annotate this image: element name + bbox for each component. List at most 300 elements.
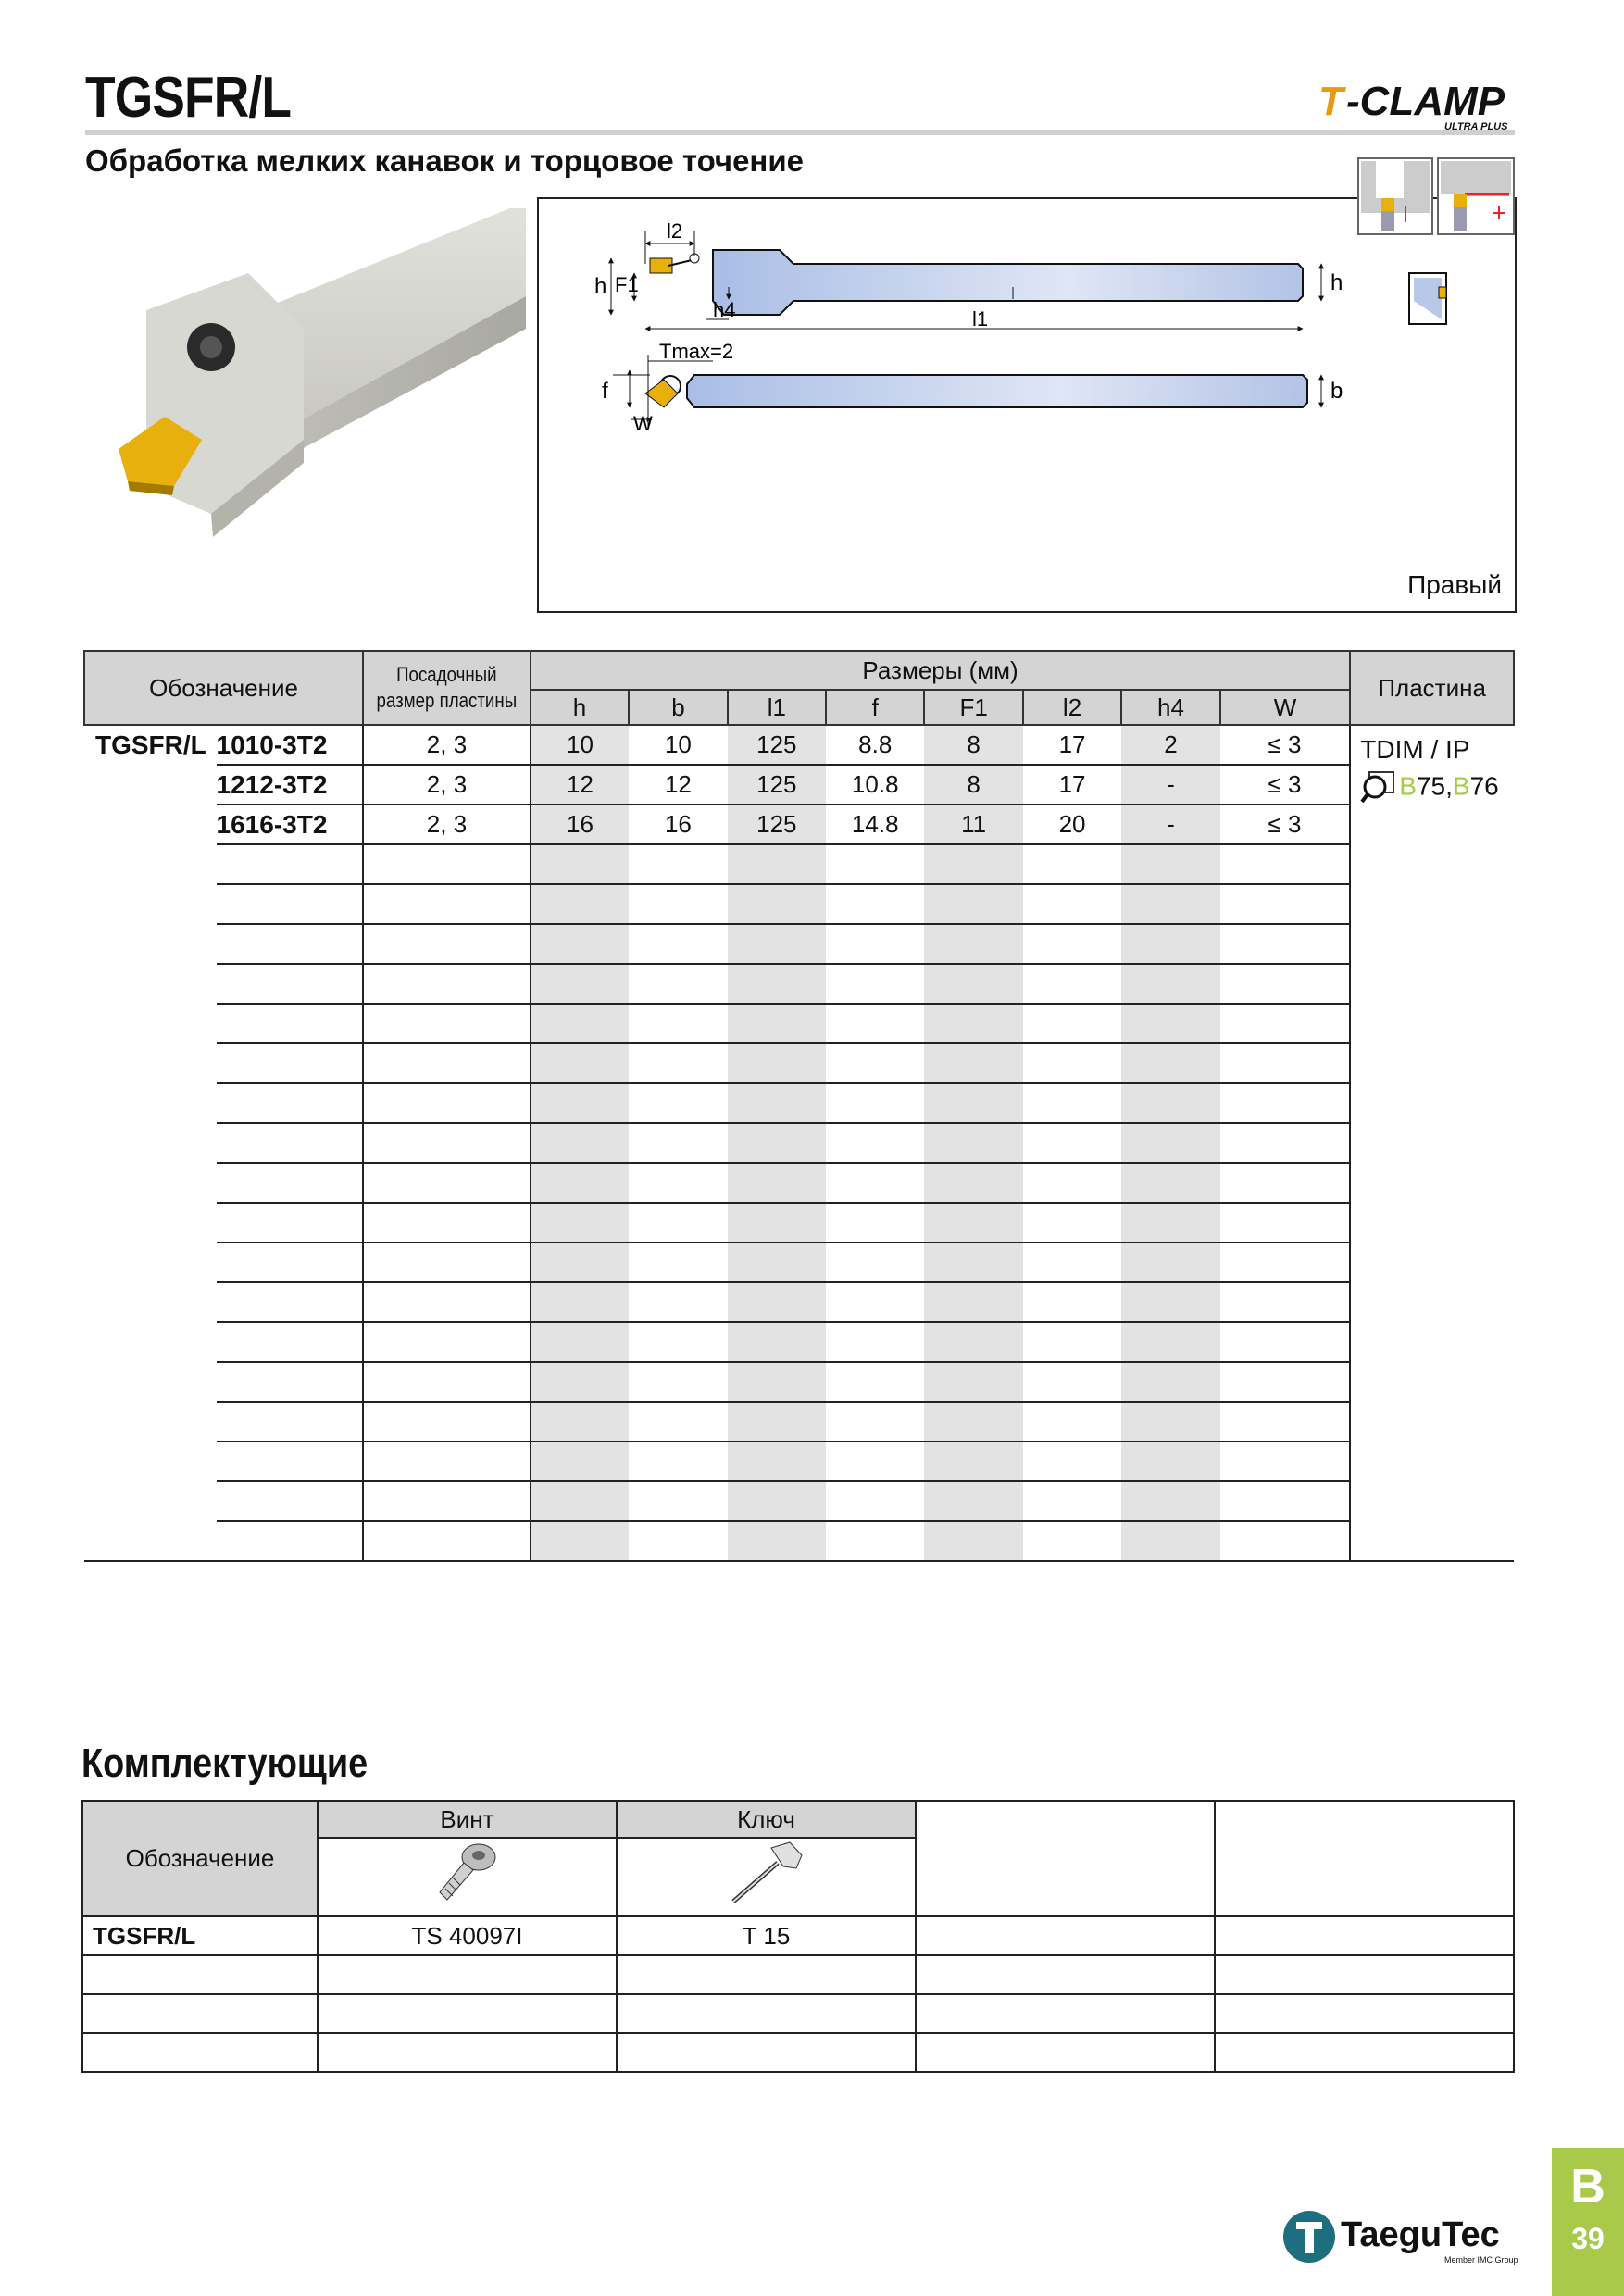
dim-f1-cell	[924, 1043, 1022, 1083]
row-code: 1212-3T2	[217, 765, 364, 805]
dim-w-cell	[1220, 1163, 1351, 1203]
dim-h-cell	[531, 1441, 629, 1481]
taegutec-logo-text: TaeguTec	[1341, 2215, 1500, 2254]
dim-b-cell	[629, 1043, 727, 1083]
row-seat: 2, 3	[363, 725, 531, 765]
row-code	[217, 884, 364, 924]
table-row	[84, 844, 1514, 884]
dim-l2-cell	[1023, 1481, 1121, 1521]
dim-h-cell	[531, 1322, 629, 1362]
table-row	[84, 1322, 1514, 1362]
dim-h-cell	[531, 1123, 629, 1163]
dim-h-cell	[531, 1282, 629, 1322]
dim-h-cell: 12	[531, 765, 629, 805]
dim-w-label: W	[633, 412, 653, 435]
screw-image-cell	[318, 1838, 617, 1916]
dim-f-cell	[826, 884, 924, 924]
dim-f-cell	[826, 1242, 924, 1282]
dim-col-header: l2	[1023, 690, 1121, 725]
table-row	[84, 1123, 1514, 1163]
dim-f-cell	[826, 1322, 924, 1362]
acc-key-cell	[617, 1994, 916, 2033]
dim-b-cell	[629, 1123, 727, 1163]
row-code	[217, 1402, 364, 1441]
row-seat	[363, 1362, 531, 1402]
page-number: 39	[1571, 2222, 1605, 2255]
dim-f-cell	[826, 924, 924, 964]
row-code	[217, 1322, 364, 1362]
row-code	[217, 964, 364, 1004]
row-family: TGSFR/L	[95, 730, 206, 759]
dim-h4-cell	[1121, 1083, 1219, 1123]
grooving-turning-icon	[1437, 157, 1515, 235]
dim-l2-cell	[1023, 1322, 1121, 1362]
col-insert-header: Пластина	[1350, 651, 1514, 725]
row-family	[84, 765, 217, 805]
row-code	[217, 1083, 364, 1123]
key-image-cell	[617, 1838, 916, 1916]
dim-h4-cell	[1121, 1521, 1219, 1561]
dim-l2-cell	[1023, 1043, 1121, 1083]
acc-empty-cell	[916, 2033, 1215, 2072]
dim-f-cell	[826, 1043, 924, 1083]
dim-h-cell	[531, 1521, 629, 1561]
dim-w-cell	[1220, 924, 1351, 964]
dim-h-cell	[531, 1163, 629, 1203]
dim-h4-cell	[1121, 1203, 1219, 1242]
acc-empty-header-1	[916, 1801, 1215, 1916]
row-code	[217, 1163, 364, 1203]
dim-w-cell	[1220, 1242, 1351, 1282]
dim-w-cell	[1220, 1402, 1351, 1441]
dim-h4-cell	[1121, 924, 1219, 964]
acc-designation-header: Обозначение	[82, 1801, 318, 1916]
dim-f1-cell	[924, 1203, 1022, 1242]
dim-w-cell: ≤ 3	[1220, 805, 1351, 844]
acc-row	[82, 1955, 1514, 1994]
ref-b75-letter[interactable]: B	[1399, 771, 1417, 801]
row-seat	[363, 1282, 531, 1322]
dim-w-cell	[1220, 1083, 1351, 1123]
dim-l2-cell: 17	[1023, 765, 1121, 805]
dim-l2-cell	[1023, 1282, 1121, 1322]
dim-l1-cell: 125	[728, 765, 826, 805]
dim-h4-cell	[1121, 1402, 1219, 1441]
dim-l2-cell	[1023, 1004, 1121, 1043]
ref-b76-number[interactable]: 76	[1469, 771, 1499, 801]
dim-f-cell	[826, 1163, 924, 1203]
dim-col-header: W	[1220, 690, 1351, 725]
table-row	[84, 1163, 1514, 1203]
face-grooving-icon	[1357, 157, 1433, 235]
dim-f1-cell	[924, 1004, 1022, 1043]
row-family	[84, 1242, 217, 1282]
row-seat	[363, 1123, 531, 1163]
dim-w-cell	[1220, 1004, 1351, 1043]
dim-h-cell: 10	[531, 725, 629, 765]
row-family	[84, 1163, 217, 1203]
dim-b-cell: 12	[629, 765, 727, 805]
row-family	[84, 1441, 217, 1481]
dim-h4-cell	[1121, 1242, 1219, 1282]
dim-col-header: f	[826, 690, 924, 725]
dim-l2-cell	[1023, 1123, 1121, 1163]
acc-key-cell	[617, 2033, 916, 2072]
seat-header-line1: Посадочный	[396, 663, 497, 686]
dim-f-cell	[826, 1441, 924, 1481]
row-family	[84, 1123, 217, 1163]
dim-f1-cell	[924, 1322, 1022, 1362]
dim-l2-cell	[1023, 844, 1121, 884]
dim-h4-cell	[1121, 1163, 1219, 1203]
insert-info-cell	[1350, 725, 1514, 1561]
dim-l1-cell	[728, 1163, 826, 1203]
dim-w-cell	[1220, 1481, 1351, 1521]
taegutec-logo-sub: Member IMC Group	[1444, 2255, 1518, 2265]
dim-h4-cell	[1121, 1282, 1219, 1322]
row-code	[217, 844, 364, 884]
dim-col-header: h4	[1121, 690, 1219, 725]
section-tab	[1552, 2148, 1624, 2296]
row-family	[84, 924, 217, 964]
acc-empty-cell	[1215, 1955, 1514, 1994]
dim-l1-cell	[728, 1203, 826, 1242]
dim-h-cell	[531, 884, 629, 924]
row-family	[84, 844, 217, 884]
dim-h4-cell	[1121, 884, 1219, 924]
dim-l2-cell	[1023, 1402, 1121, 1441]
row-family	[84, 1362, 217, 1402]
dim-f-label: f	[602, 379, 608, 404]
row-family	[84, 1282, 217, 1322]
dim-f-cell: 8.8	[826, 725, 924, 765]
dim-col-header: F1	[924, 690, 1022, 725]
page-title: TGSFR/L	[85, 66, 292, 130]
seat-header-line2: размер пластины	[376, 689, 518, 712]
dim-f-cell	[826, 1402, 924, 1441]
table-row	[84, 1203, 1514, 1242]
dim-f-cell	[826, 844, 924, 884]
dim-b-cell	[629, 884, 727, 924]
dim-f-cell	[826, 1123, 924, 1163]
row-family	[84, 1322, 217, 1362]
acc-empty-cell	[1215, 2033, 1514, 2072]
dim-b-cell	[629, 1203, 727, 1242]
dim-f1-label: F1	[615, 273, 639, 296]
dim-w-cell	[1220, 884, 1351, 924]
dim-w-cell	[1220, 1203, 1351, 1242]
table-row	[84, 1282, 1514, 1322]
acc-empty-cell	[916, 1994, 1215, 2033]
dim-h4-cell	[1121, 1123, 1219, 1163]
dim-h4-cell: 2	[1121, 725, 1219, 765]
dim-f-cell	[826, 1282, 924, 1322]
dim-h-label: h	[594, 274, 607, 299]
dim-h-cell	[531, 1481, 629, 1521]
dim-h-cell	[531, 1203, 629, 1242]
t-clamp-logo	[1315, 74, 1520, 133]
insert-refs	[1360, 770, 1514, 805]
dim-f-cell	[826, 1004, 924, 1043]
dim-f1-cell: 8	[924, 725, 1022, 765]
acc-screw-cell	[318, 2033, 617, 2072]
acc-designation-cell	[82, 1955, 318, 1994]
accessories-table	[81, 1800, 1515, 2073]
row-family	[84, 1402, 217, 1441]
dim-f1-cell	[924, 1481, 1022, 1521]
dim-f1-cell	[924, 1083, 1022, 1123]
row-seat	[363, 1481, 531, 1521]
dim-l2-cell	[1023, 1242, 1121, 1282]
drawing-svg	[539, 199, 1515, 611]
dim-l1-cell: 125	[728, 725, 826, 765]
dim-f-cell: 14.8	[826, 805, 924, 844]
dim-h4-cell	[1121, 1362, 1219, 1402]
dim-f1-cell	[924, 1521, 1022, 1561]
acc-screw-cell: TS 40097I	[318, 1916, 617, 1955]
dim-l2-cell: 20	[1023, 805, 1121, 844]
dim-l1-cell	[728, 1481, 826, 1521]
dim-h4-cell	[1121, 1441, 1219, 1481]
t-clamp-logo-t: T	[1318, 79, 1343, 124]
dim-f-cell	[826, 1083, 924, 1123]
row-seat	[363, 844, 531, 884]
table-row	[84, 1521, 1514, 1561]
row-seat	[363, 1322, 531, 1362]
dim-f1-cell	[924, 1163, 1022, 1203]
dim-l1-cell	[728, 1123, 826, 1163]
dim-f-cell	[826, 1203, 924, 1242]
row-family	[84, 884, 217, 924]
dim-l1-cell	[728, 1004, 826, 1043]
dim-f1-cell: 11	[924, 805, 1022, 844]
row-code	[217, 1481, 364, 1521]
acc-key-cell	[617, 1955, 916, 1994]
acc-empty-cell	[1215, 1916, 1514, 1955]
dim-h-cell	[531, 964, 629, 1004]
dim-b-cell	[629, 844, 727, 884]
dim-h4-cell	[1121, 1004, 1219, 1043]
row-seat	[363, 1163, 531, 1203]
row-seat	[363, 1441, 531, 1481]
row-family	[84, 1083, 217, 1123]
dim-w-cell	[1220, 844, 1351, 884]
dim-w-cell	[1220, 1521, 1351, 1561]
key-icon	[720, 1839, 813, 1909]
dim-l2-cell: 17	[1023, 725, 1121, 765]
dim-l1-cell	[728, 1282, 826, 1322]
dim-w-cell	[1220, 1362, 1351, 1402]
dim-h4-cell	[1121, 964, 1219, 1004]
t-clamp-logo-sub: ULTRA PLUS	[1444, 121, 1508, 132]
dim-l1-cell	[728, 1402, 826, 1441]
dim-l2-cell	[1023, 1163, 1121, 1203]
dim-l2-cell	[1023, 1083, 1121, 1123]
row-family	[84, 1481, 217, 1521]
dim-h4-cell	[1121, 1322, 1219, 1362]
row-code	[217, 1043, 364, 1083]
dim-h-cell	[531, 1043, 629, 1083]
dim-w-cell	[1220, 1322, 1351, 1362]
dim-w-cell	[1220, 1282, 1351, 1322]
accessories-body	[82, 1916, 1514, 2072]
row-code	[217, 1282, 364, 1322]
acc-row	[82, 1916, 1514, 1955]
dim-l1-cell	[728, 924, 826, 964]
dim-l1-cell	[728, 1043, 826, 1083]
table-row	[84, 1043, 1514, 1083]
dim-l2-cell	[1023, 884, 1121, 924]
acc-screw-cell	[318, 1955, 617, 1994]
dim-l1-label: l1	[972, 307, 989, 331]
t-clamp-logo-clamp: -CLAMP	[1346, 79, 1505, 124]
dim-b-cell	[629, 1163, 727, 1203]
row-seat	[363, 964, 531, 1004]
row-family	[84, 805, 217, 844]
dim-l1-cell	[728, 884, 826, 924]
row-seat: 2, 3	[363, 805, 531, 844]
ref-b75-number[interactable]: 75	[1416, 771, 1446, 801]
dim-l1-cell	[728, 1322, 826, 1362]
dim-b-cell	[629, 1362, 727, 1402]
dim-f1-cell	[924, 1402, 1022, 1441]
dim-w-cell: ≤ 3	[1220, 725, 1351, 765]
table-row	[84, 1362, 1514, 1402]
row-code	[217, 1441, 364, 1481]
insert-type: TDIM / IP	[1360, 735, 1470, 764]
row-code	[217, 1004, 364, 1043]
dim-h-cell	[531, 1004, 629, 1043]
table-row	[84, 1481, 1514, 1521]
acc-empty-header-2	[1215, 1801, 1514, 1916]
col-seat-header	[363, 651, 531, 725]
dim-f-cell	[826, 1481, 924, 1521]
table-row	[84, 884, 1514, 924]
dim-h-cell	[531, 1362, 629, 1402]
dim-b-cell	[629, 1481, 727, 1521]
acc-key-cell: T 15	[617, 1916, 916, 1955]
dim-h4-cell: -	[1121, 805, 1219, 844]
dim-h4-cell	[1121, 844, 1219, 884]
row-seat	[363, 884, 531, 924]
spec-table	[83, 650, 1515, 1562]
row-seat: 2, 3	[363, 765, 531, 805]
table-row	[84, 1242, 1514, 1282]
dim-l2-label: l2	[667, 219, 683, 243]
acc-key-header: Ключ	[617, 1801, 916, 1838]
hand-label: Правый	[1407, 570, 1502, 599]
row-code: 1616-3T2	[217, 805, 364, 844]
screw-icon	[431, 1839, 505, 1909]
dim-l1-cell	[728, 1242, 826, 1282]
row-code	[217, 1521, 364, 1561]
row-family	[84, 1004, 217, 1043]
dim-b-cell: 10	[629, 725, 727, 765]
acc-empty-cell	[916, 1955, 1215, 1994]
dim-h-cell	[531, 1402, 629, 1441]
dim-b-label: b	[1330, 379, 1343, 404]
spec-table-body	[84, 725, 1514, 1561]
dim-l1-cell	[728, 1083, 826, 1123]
dim-b-cell	[629, 1282, 727, 1322]
acc-empty-cell	[1215, 1994, 1514, 2033]
acc-designation-cell: TGSFR/L	[82, 1916, 318, 1955]
row-code: 1010-3T2	[217, 725, 364, 765]
page-subtitle: Обработка мелких канавок и торцовое точение	[85, 144, 804, 178]
dim-b-cell	[629, 1521, 727, 1561]
table-row	[84, 725, 1514, 765]
row-seat	[363, 1521, 531, 1561]
dim-tmax-label: Tmax=2	[659, 340, 734, 363]
dim-h-cell	[531, 1242, 629, 1282]
dim-b-cell: 16	[629, 805, 727, 844]
dim-b-cell	[629, 1242, 727, 1282]
dim-l2-cell	[1023, 1441, 1121, 1481]
dim-w-cell	[1220, 1123, 1351, 1163]
row-family	[84, 1043, 217, 1083]
row-code	[217, 924, 364, 964]
row-family	[84, 1521, 217, 1561]
table-row	[84, 805, 1514, 844]
dim-f1-cell	[924, 1362, 1022, 1402]
dim-h4-cell	[1121, 1043, 1219, 1083]
dim-f1-cell: 8	[924, 765, 1022, 805]
row-seat	[363, 1402, 531, 1441]
row-family	[84, 964, 217, 1004]
row-code	[217, 1362, 364, 1402]
dim-col-header: b	[629, 690, 727, 725]
row-code	[217, 1123, 364, 1163]
row-seat	[363, 1004, 531, 1043]
technical-drawing	[537, 197, 1517, 613]
table-row	[84, 964, 1514, 1004]
magnifier-icon[interactable]	[1360, 770, 1399, 805]
row-seat	[363, 1242, 531, 1282]
dim-h-cell: 16	[531, 805, 629, 844]
col-designation-header: Обозначение	[84, 651, 363, 725]
dim-l2-cell	[1023, 1203, 1121, 1242]
dim-l2-cell	[1023, 924, 1121, 964]
dim-l1-cell	[728, 1521, 826, 1561]
dim-b-cell	[629, 1441, 727, 1481]
table-row	[84, 1402, 1514, 1441]
dim-b-cell	[629, 1083, 727, 1123]
dim-h4-cell: -	[1121, 765, 1219, 805]
dim-b-cell	[629, 1402, 727, 1441]
col-dimensions-header: Размеры (мм)	[531, 651, 1350, 690]
dim-f-cell	[826, 1362, 924, 1402]
row-seat	[363, 924, 531, 964]
dim-f1-cell	[924, 1123, 1022, 1163]
dim-l1-cell: 125	[728, 805, 826, 844]
row-code	[217, 1203, 364, 1242]
dim-f1-cell	[924, 1441, 1022, 1481]
acc-screw-header: Винт	[318, 1801, 617, 1838]
dim-l1-cell	[728, 1441, 826, 1481]
dim-l2-cell	[1023, 1521, 1121, 1561]
dim-w-cell	[1220, 1043, 1351, 1083]
dim-l2-cell	[1023, 964, 1121, 1004]
section-letter: B	[1570, 2160, 1605, 2214]
dim-b-cell	[629, 964, 727, 1004]
dim-f-cell: 10.8	[826, 765, 924, 805]
ref-b76-letter[interactable]: B	[1452, 771, 1470, 801]
row-seat	[363, 1203, 531, 1242]
dim-w-cell: ≤ 3	[1220, 765, 1351, 805]
row-seat	[363, 1083, 531, 1123]
acc-designation-cell	[82, 1994, 318, 2033]
dim-b-cell	[629, 1004, 727, 1043]
